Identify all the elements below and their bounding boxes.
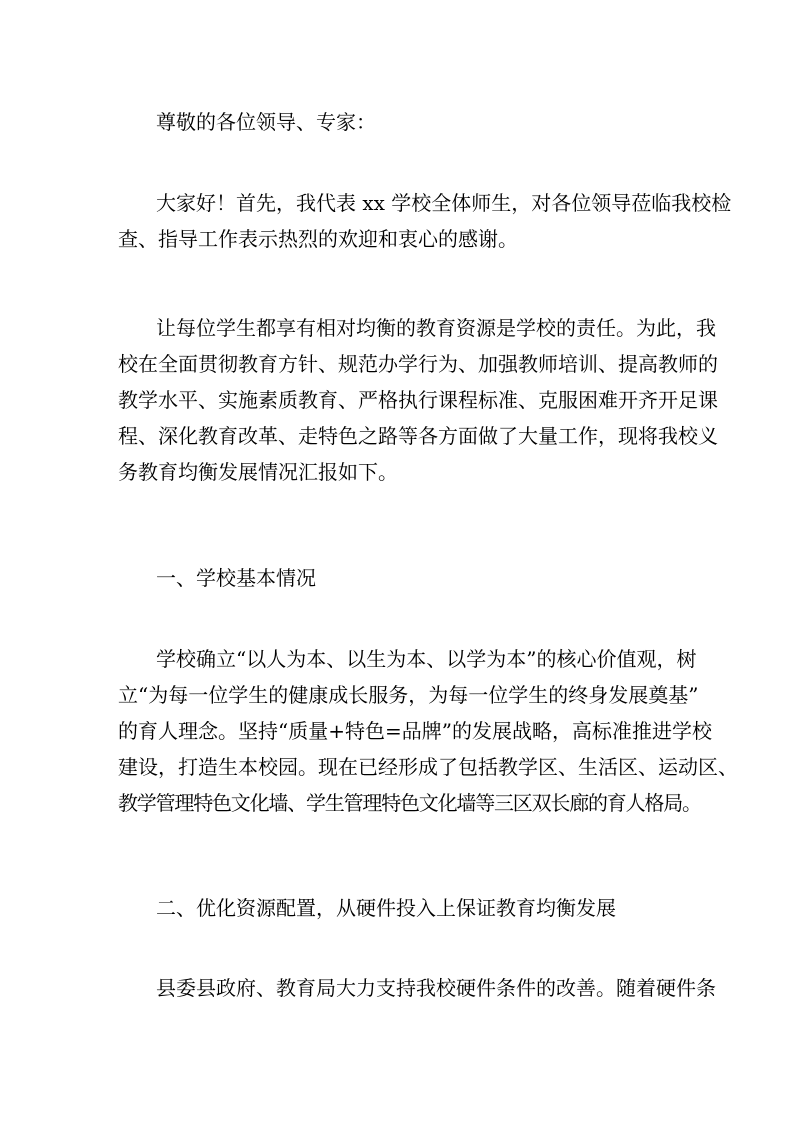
intro-paragraph (118, 310, 718, 490)
intro-line: 务教育均衡发展情况汇报如下。 (118, 460, 398, 484)
section2-paragraph (118, 970, 716, 1006)
section1-heading: 一、学校基本情况 (156, 566, 316, 590)
intro-line: 让每位学生都享有相对均衡的教育资源是学校的责任。为此，我 (156, 316, 716, 340)
section2-heading: 二、优化资源配置，从硬件投入上保证教育均衡发展 (156, 896, 616, 920)
section1-line: 立“为每一位学生的健康成长服务，为每一位学生的终身发展奠基” (118, 683, 699, 707)
greeting-paragraph (118, 185, 732, 257)
section1-paragraph (118, 641, 738, 821)
intro-line: 程、深化教育改革、走特色之路等各方面做了大量工作，现将我校义 (118, 424, 718, 448)
greeting-line: 大家好！首先，我代表 xx 学校全体师生，对各位领导莅临我校检 (156, 191, 732, 215)
section1-line: 建设，打造生本校园。现在已经形成了包括教学区、生活区、运动区、 (118, 755, 738, 779)
intro-line: 教学水平、实施素质教育、严格执行课程标准、克服困难开齐开足课 (118, 388, 718, 412)
section1-line: 学校确立“以人为本、以生为本、以学为本”的核心价值观，树 (156, 647, 697, 671)
section1-line: 教学管理特色文化墙、学生管理特色文化墙等三区双长廊的育人格局。 (118, 791, 701, 815)
section1-line: 的育人理念。坚持“质量+特色=品牌”的发展战略，高标准推进学校 (118, 719, 712, 743)
section2-line: 县委县政府、教育局大力支持我校硬件条件的改善。随着硬件条 (156, 976, 716, 1000)
greeting-line: 查、指导工作表示热烈的欢迎和衷心的感谢。 (118, 227, 518, 251)
salutation: 尊敬的各位领导、专家： (156, 110, 376, 134)
intro-line: 校在全面贯彻教育方针、规范办学行为、加强教师培训、提高教师的 (118, 352, 718, 376)
